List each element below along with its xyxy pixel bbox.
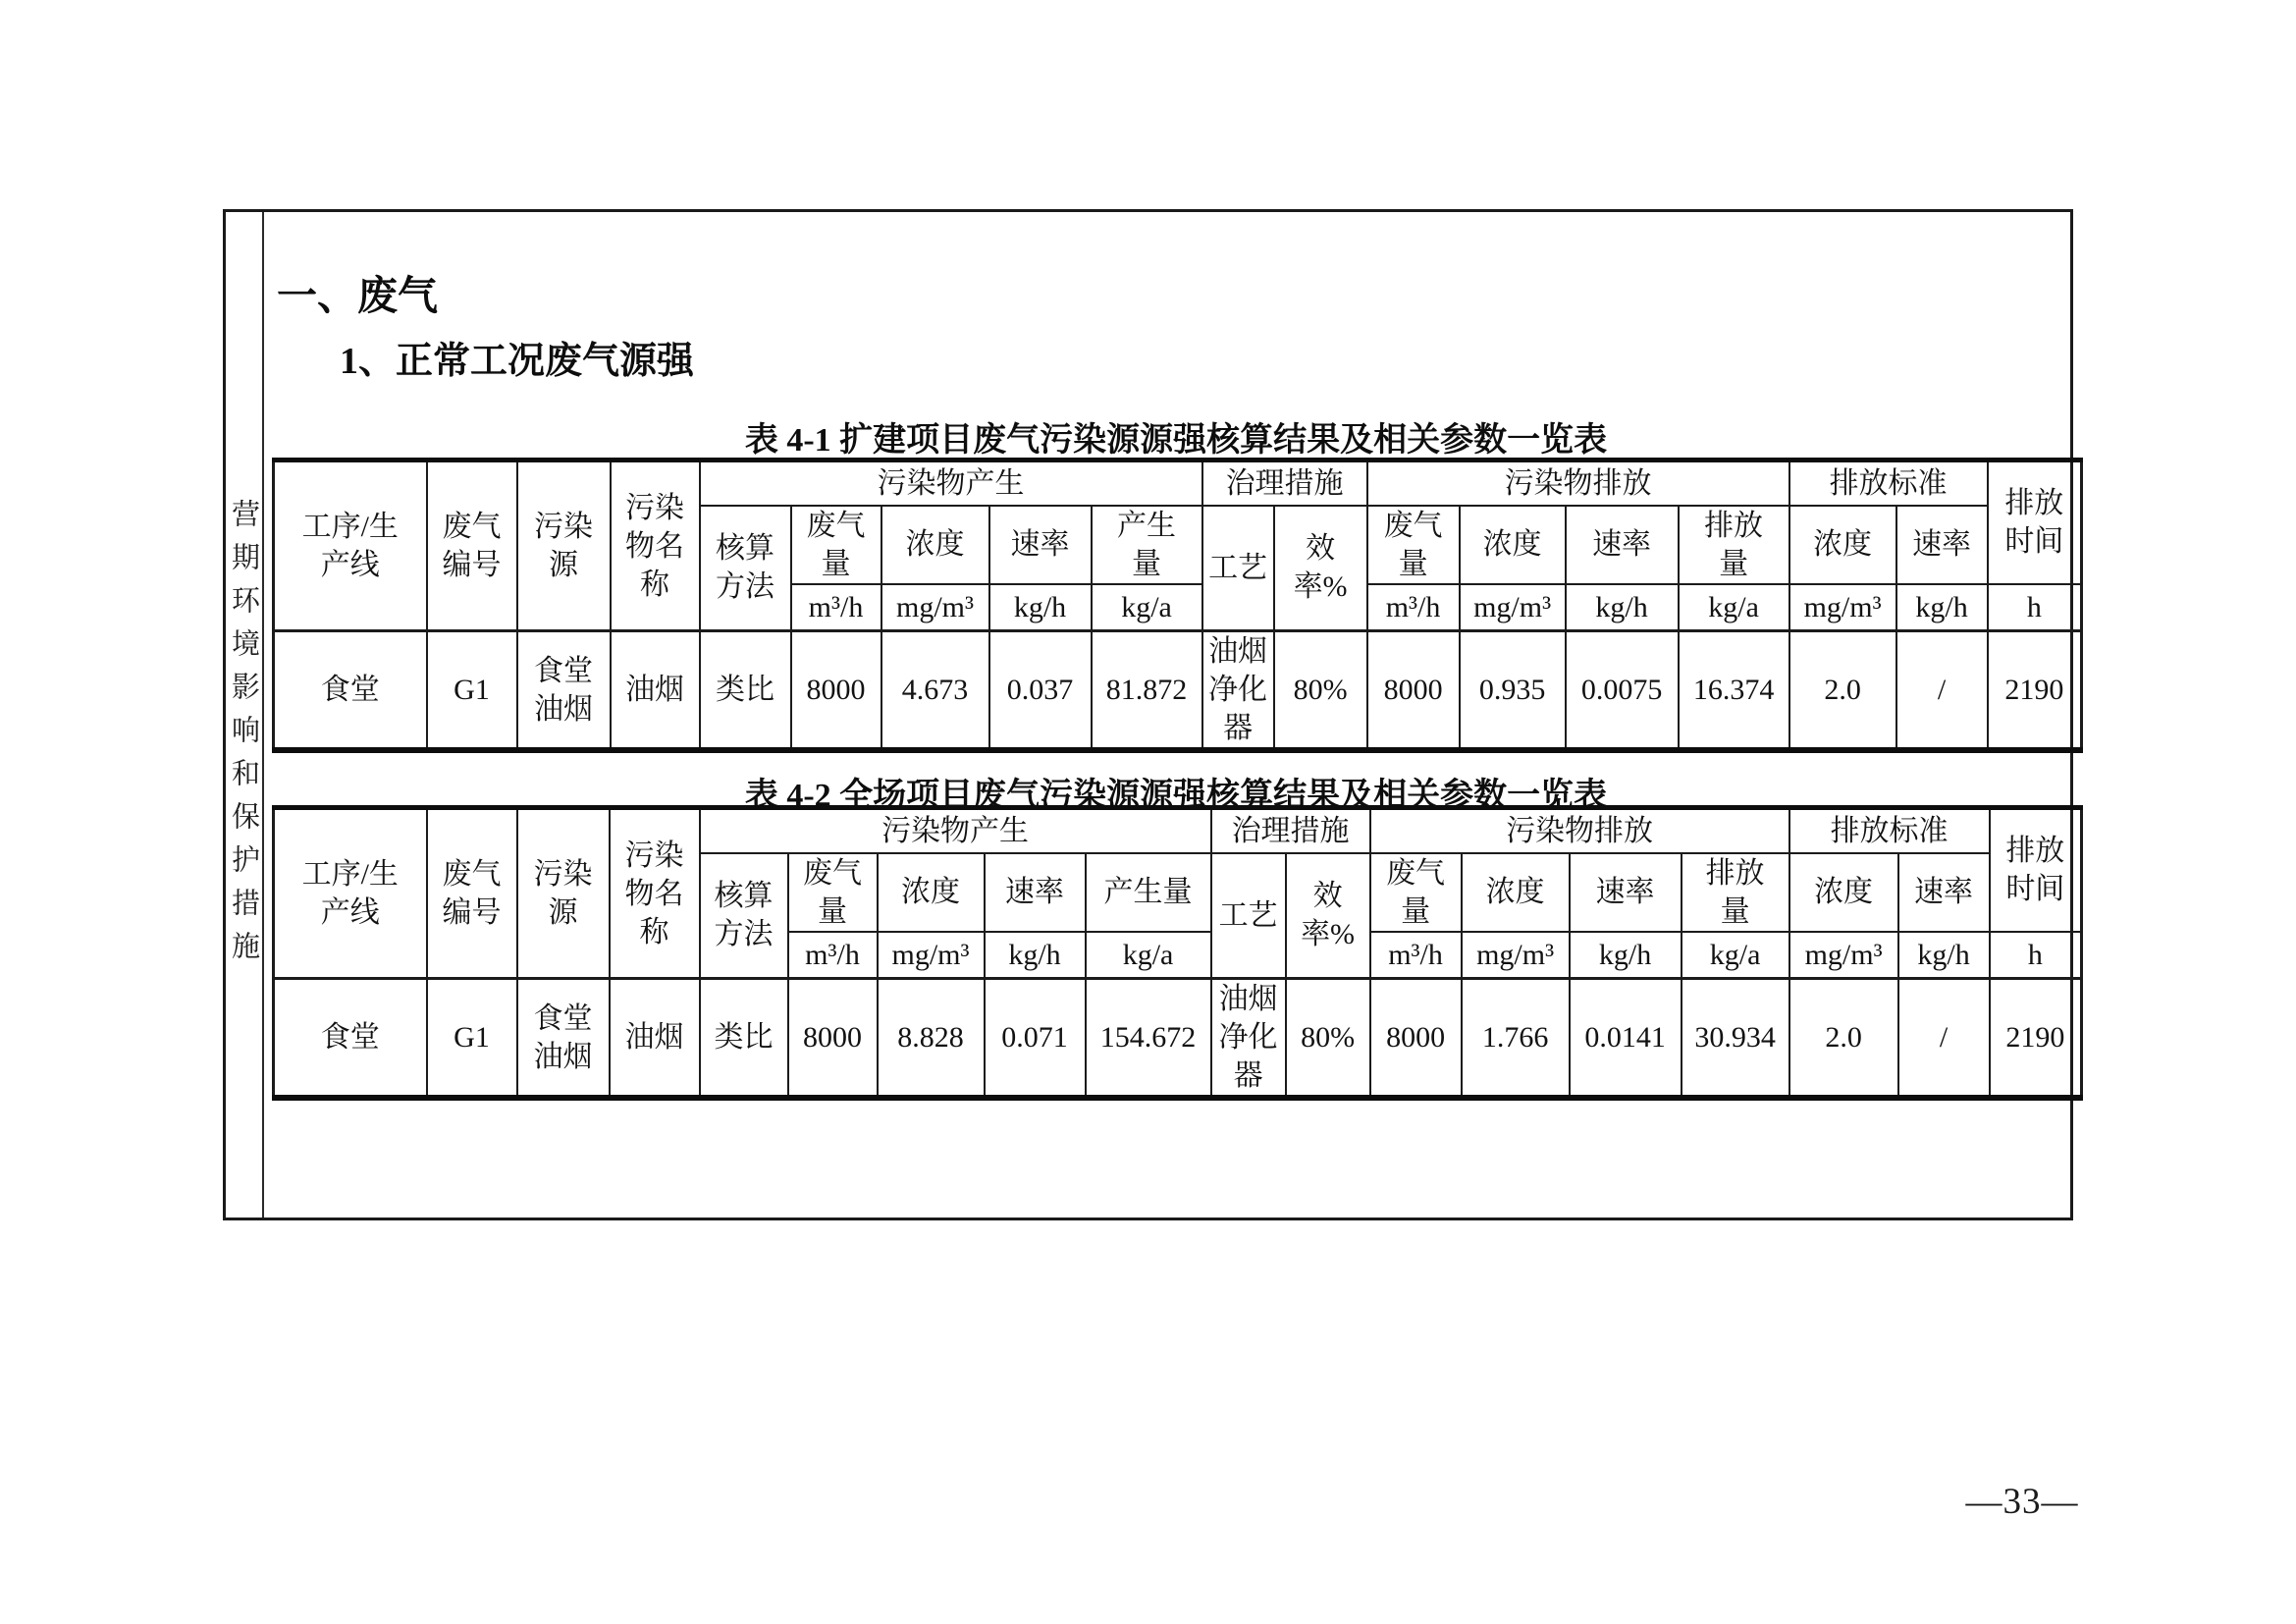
t2-h-group-generation: 污染物产生 [700,808,1211,853]
t1-cell-pollution-source: 食堂油烟 [517,631,611,751]
t1-h-std-conc: 浓度 [1789,506,1896,584]
subsection-heading: 1、正常工况废气源强 [340,341,695,382]
t2-h-std-rate: 速率 [1898,853,1990,932]
t2-cell-pollution-source: 食堂油烟 [517,979,610,1099]
t2-cell-emis-rate: 0.0141 [1570,979,1682,1099]
t2-h-gas-id: 废气编号 [427,808,517,979]
t1-cell-efficiency: 80% [1274,631,1367,751]
t2-cell-efficiency: 80% [1286,979,1370,1099]
t1-cell-method: 类比 [700,631,791,751]
t2-u-std-conc: mg/m³ [1789,932,1898,979]
t2-h-treatment-tech: 工艺 [1211,853,1286,979]
t1-cell-gen-conc: 4.673 [881,631,989,751]
table-row [274,631,2082,751]
t2-h-gen-amount: 产生量 [1086,853,1211,932]
t2-cell-emis-flow: 8000 [1370,979,1462,1099]
t2-h-emis-flow: 废气量 [1370,853,1462,932]
t2-cell-gen-flow: 8000 [788,979,878,1099]
t2-cell-process-line: 食堂 [274,979,427,1099]
t2-h-group-standard: 排放标准 [1789,808,1990,853]
table-4-2 [272,805,2083,1101]
t2-cell-method: 类比 [700,979,788,1099]
t1-h-emission-time: 排放时间 [1988,460,2082,584]
t2-u-hours: h [1990,932,2082,979]
table-4-2-title: 表 4-2 全场项目废气污染源源强核算结果及相关参数一览表 [744,778,1608,814]
t1-u-std-conc: mg/m³ [1789,584,1896,631]
t1-cell-emis-rate: 0.0075 [1566,631,1679,751]
t1-cell-process-line: 食堂 [274,631,427,751]
t2-u-std-rate: kg/h [1898,932,1990,979]
t1-h-gen-conc: 浓度 [881,506,989,584]
t1-h-pollution-source: 污染源 [517,460,611,631]
t1-h-group-generation: 污染物产生 [700,460,1202,506]
t1-h-emis-flow: 废气量 [1367,506,1460,584]
t1-cell-emis-conc: 0.935 [1460,631,1566,751]
t1-u-emis-conc: mg/m³ [1460,584,1566,631]
t1-h-gen-rate: 速率 [989,506,1092,584]
t1-h-efficiency: 效率% [1274,506,1367,631]
t1-h-group-treatment: 治理措施 [1202,460,1367,506]
table-row [274,979,2082,1099]
t2-h-emis-rate: 速率 [1570,853,1682,932]
sidebar-strip [226,212,264,1218]
t2-cell-treatment-tech: 油烟净化器 [1211,979,1286,1099]
t1-h-method: 核算方法 [700,506,791,631]
t1-u-gen-rate: kg/h [989,584,1092,631]
t2-cell-gas-id: G1 [427,979,517,1099]
t1-h-group-standard: 排放标准 [1789,460,1988,506]
t2-u-emis-flow: m³/h [1370,932,1462,979]
t1-cell-emis-flow: 8000 [1367,631,1460,751]
t1-u-gen-amount: kg/a [1092,584,1202,631]
t2-cell-emission-hours: 2190 [1990,979,2082,1099]
t1-h-gen-amount: 产生量 [1092,506,1202,584]
t2-h-method: 核算方法 [700,853,788,979]
t2-h-pollutant-name: 污染物名称 [610,808,700,979]
table-4-1 [272,458,2083,753]
t2-h-group-emission: 污染物排放 [1370,808,1789,853]
t2-cell-emis-amount: 30.934 [1682,979,1789,1099]
page-number: —33— [1965,1482,2079,1522]
t2-u-emis-rate: kg/h [1570,932,1682,979]
t1-u-emis-rate: kg/h [1566,584,1679,631]
t1-cell-emission-hours: 2190 [1988,631,2082,751]
t2-u-gen-flow: m³/h [788,932,878,979]
t1-cell-gen-amount: 81.872 [1092,631,1202,751]
t2-h-pollution-source: 污染源 [517,808,610,979]
t2-h-gen-conc: 浓度 [878,853,985,932]
t2-u-emis-amount: kg/a [1682,932,1789,979]
t1-cell-treatment-tech: 油烟净化器 [1202,631,1274,751]
t1-u-emis-amount: kg/a [1679,584,1789,631]
t2-cell-emis-conc: 1.766 [1462,979,1570,1099]
t2-u-gen-rate: kg/h [985,932,1086,979]
t1-h-emis-amount: 排放量 [1679,506,1789,584]
t2-h-gen-flow: 废气量 [788,853,878,932]
sidebar-vertical-label: 营期环境影响和保护措施 [228,499,259,974]
t1-h-gen-flow: 废气量 [791,506,881,584]
t1-cell-gen-flow: 8000 [791,631,881,751]
t1-u-std-rate: kg/h [1896,584,1988,631]
t2-u-gen-amount: kg/a [1086,932,1211,979]
t1-u-emis-flow: m³/h [1367,584,1460,631]
t2-h-efficiency: 效率% [1286,853,1370,979]
t2-cell-std-conc: 2.0 [1789,979,1898,1099]
t2-cell-gen-rate: 0.071 [985,979,1086,1099]
t2-cell-pollutant-name: 油烟 [610,979,700,1099]
t2-cell-gen-conc: 8.828 [878,979,985,1099]
table-4-1-title: 表 4-1 扩建项目废气污染源源强核算结果及相关参数一览表 [744,422,1608,459]
t1-h-treatment-tech: 工艺 [1202,506,1274,631]
t2-cell-std-rate: / [1898,979,1990,1099]
t1-u-gen-flow: m³/h [791,584,881,631]
t1-cell-std-conc: 2.0 [1789,631,1896,751]
t2-h-std-conc: 浓度 [1789,853,1898,932]
t1-cell-gas-id: G1 [427,631,517,751]
t2-u-gen-conc: mg/m³ [878,932,985,979]
t1-u-gen-conc: mg/m³ [881,584,989,631]
t2-h-emis-conc: 浓度 [1462,853,1570,932]
t1-cell-pollutant-name: 油烟 [611,631,700,751]
t1-h-group-emission: 污染物排放 [1367,460,1789,506]
t1-cell-std-rate: / [1896,631,1988,751]
t1-cell-gen-rate: 0.037 [989,631,1092,751]
t1-cell-emis-amount: 16.374 [1679,631,1789,751]
t1-h-process-line: 工序/生产线 [274,460,427,631]
t1-h-pollutant-name: 污染物名称 [611,460,700,631]
t2-h-gen-rate: 速率 [985,853,1086,932]
t2-h-emis-amount: 排放量 [1682,853,1789,932]
t2-h-emission-time: 排放时间 [1990,808,2082,932]
t2-h-group-treatment: 治理措施 [1211,808,1370,853]
t2-cell-gen-amount: 154.672 [1086,979,1211,1099]
t1-h-std-rate: 速率 [1896,506,1988,584]
t1-h-emis-conc: 浓度 [1460,506,1566,584]
section-heading: 一、废气 [277,273,438,318]
t2-u-emis-conc: mg/m³ [1462,932,1570,979]
t1-u-hours: h [1988,584,2082,631]
t1-h-gas-id: 废气编号 [427,460,517,631]
t2-h-process-line: 工序/生产线 [274,808,427,979]
t1-h-emis-rate: 速率 [1566,506,1679,584]
